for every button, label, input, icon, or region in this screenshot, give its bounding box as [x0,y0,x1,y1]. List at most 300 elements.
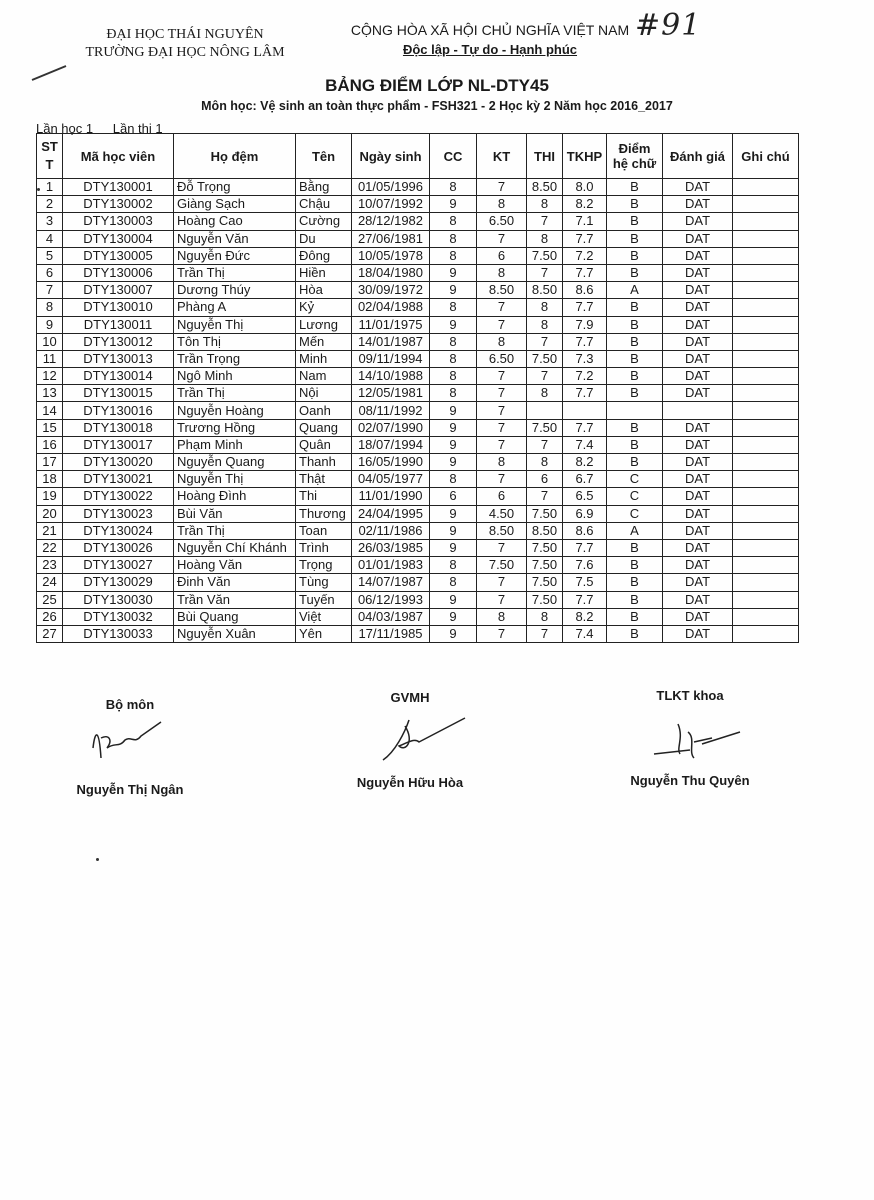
col-tkhp-cell: 7.6 [563,557,607,574]
col-stt-cell: 26 [37,608,63,625]
col-birth-date-cell: 27/06/1981 [352,230,430,247]
col-kt-cell: 8 [477,608,527,625]
col-kt-cell: 7 [477,419,527,436]
col-letter-grade-cell: C [607,505,663,522]
col-letter-grade-cell: B [607,368,663,385]
col-student-id-cell: DTY130024 [63,522,174,539]
col-tkhp-cell: 7.4 [563,436,607,453]
col-letter-grade-cell: B [607,213,663,230]
col-middle-name-cell: Nguyễn Hoàng [174,402,296,419]
col-tkhp-cell: 7.4 [563,625,607,642]
col-thi-cell: 7.50 [527,419,563,436]
col-cc-cell: 8 [430,471,477,488]
table-row [37,419,799,436]
col-cc-cell: 9 [430,316,477,333]
col-cc-cell: 8 [430,247,477,264]
col-stt-cell: 23 [37,557,63,574]
col-letter-grade-cell: B [607,608,663,625]
col-given-name-cell: Du [296,230,352,247]
col-birth-date-cell: 28/12/1982 [352,213,430,230]
col-tkhp-cell: 7.9 [563,316,607,333]
col-tkhp-cell: 7.7 [563,591,607,608]
col-student-id-cell: DTY130021 [63,471,174,488]
col-birth-date-cell: 09/11/1994 [352,350,430,367]
table-row [37,385,799,402]
col-student-id-cell: DTY130004 [63,230,174,247]
col-stt-cell: 16 [37,436,63,453]
handwritten-signature-2 [375,712,475,767]
col-letter-grade-cell: B [607,179,663,196]
col-kt-cell: 7 [477,402,527,419]
republic-name: CỘNG HÒA XÃ HỘI CHỦ NGHĨA VIỆT NAM [350,22,630,38]
col-letter-grade-cell: B [607,264,663,281]
col-thi-cell: 8.50 [527,282,563,299]
col-letter-grade-cell: B [607,350,663,367]
col-notes-cell [733,196,799,213]
col-stt-cell: 7 [37,282,63,299]
col-thi-cell: 8 [527,608,563,625]
col-cc-cell: 9 [430,591,477,608]
col-birth-date-header: Ngày sinh [352,134,430,179]
col-stt-cell: 11 [37,350,63,367]
col-letter-grade-cell: B [607,557,663,574]
col-cc-cell: 9 [430,436,477,453]
col-kt-cell: 8 [477,264,527,281]
col-middle-name-cell: Trương Hồng [174,419,296,436]
col-middle-name-cell: Trần Thị [174,522,296,539]
col-given-name-cell: Hòa [296,282,352,299]
col-tkhp-cell: 8.2 [563,196,607,213]
col-evaluation-cell: DAT [663,299,733,316]
col-middle-name-cell: Đinh Văn [174,574,296,591]
col-thi-cell: 7 [527,488,563,505]
col-birth-date-cell: 04/03/1987 [352,608,430,625]
col-letter-grade-cell: B [607,436,663,453]
col-letter-grade-cell: B [607,454,663,471]
col-given-name-cell: Cường [296,213,352,230]
col-middle-name-cell: Trần Thị [174,264,296,281]
col-letter-grade-cell: A [607,522,663,539]
table-row [37,625,799,642]
col-cc-cell: 9 [430,419,477,436]
speck [37,188,40,191]
col-student-id-cell: DTY130001 [63,179,174,196]
table-row [37,574,799,591]
col-given-name-cell: Việt [296,608,352,625]
col-given-name-cell: Yên [296,625,352,642]
col-cc-cell: 8 [430,179,477,196]
col-student-id-cell: DTY130030 [63,591,174,608]
col-notes-cell [733,522,799,539]
col-thi-cell: 6 [527,471,563,488]
col-evaluation-cell: DAT [663,539,733,556]
table-row [37,539,799,556]
col-letter-grade-cell: C [607,488,663,505]
col-given-name-header: Tên [296,134,352,179]
col-birth-date-cell: 04/05/1977 [352,471,430,488]
col-birth-date-cell: 02/11/1986 [352,522,430,539]
col-given-name-cell: Chậu [296,196,352,213]
col-student-id-cell: DTY130016 [63,402,174,419]
col-kt-cell: 7 [477,368,527,385]
col-thi-cell: 8.50 [527,522,563,539]
col-middle-name-cell: Nguyễn Quang [174,454,296,471]
col-cc-cell: 8 [430,557,477,574]
col-thi-cell: 8 [527,230,563,247]
col-student-id-cell: DTY130020 [63,454,174,471]
col-kt-cell: 7 [477,179,527,196]
col-thi-cell: 7.50 [527,591,563,608]
col-birth-date-cell: 10/05/1978 [352,247,430,264]
col-notes-cell [733,230,799,247]
col-kt-cell: 8 [477,196,527,213]
col-kt-cell: 7 [477,539,527,556]
col-kt-cell: 7 [477,591,527,608]
col-evaluation-cell: DAT [663,316,733,333]
table-row [37,179,799,196]
col-stt-cell: 22 [37,539,63,556]
col-notes-cell [733,247,799,264]
col-evaluation-cell: DAT [663,385,733,402]
col-birth-date-cell: 18/04/1980 [352,264,430,281]
col-stt-cell: 18 [37,471,63,488]
col-kt-cell: 7 [477,574,527,591]
col-cc-cell: 6 [430,488,477,505]
col-stt-cell: 17 [37,454,63,471]
col-letter-grade-cell: B [607,299,663,316]
course-info: Môn học: Vệ sinh an toàn thực phẩm - FSH321 - 2 Học kỳ 2 Năm học 2016_2017 [201,99,673,113]
col-cc-cell: 9 [430,522,477,539]
col-notes-cell [733,368,799,385]
col-notes-cell [733,316,799,333]
col-given-name-cell: Lương [296,316,352,333]
col-stt-cell: 25 [37,591,63,608]
col-notes-cell [733,179,799,196]
col-given-name-cell: Nội [296,385,352,402]
col-cc-cell: 8 [430,213,477,230]
col-tkhp-cell: 7.1 [563,213,607,230]
col-given-name-cell: Tùng [296,574,352,591]
col-stt-cell: 6 [37,264,63,281]
col-tkhp-cell [563,402,607,419]
col-thi-cell: 7 [527,368,563,385]
col-notes-cell [733,264,799,281]
col-evaluation-cell: DAT [663,454,733,471]
col-middle-name-cell: Hoàng Cao [174,213,296,230]
table-row [37,368,799,385]
col-tkhp-cell: 7.5 [563,574,607,591]
col-kt-header: KT [477,134,527,179]
col-cc-cell: 8 [430,574,477,591]
table-row [37,488,799,505]
col-birth-date-cell: 12/05/1981 [352,385,430,402]
document-title: BẢNG ĐIỂM LỚP NL-DTY45 [325,76,549,95]
col-middle-name-cell: Bùi Quang [174,608,296,625]
table-row [37,247,799,264]
col-letter-grade-cell: B [607,419,663,436]
col-notes-cell [733,419,799,436]
col-stt-header: ST T [37,134,63,179]
col-middle-name-cell: Ngô Minh [174,368,296,385]
col-middle-name-cell: Nguyễn Đức [174,247,296,264]
col-cc-cell: 8 [430,230,477,247]
col-evaluation-cell: DAT [663,557,733,574]
col-notes-cell [733,454,799,471]
col-stt-cell: 27 [37,625,63,642]
col-kt-cell: 7 [477,316,527,333]
col-tkhp-cell: 7.2 [563,368,607,385]
table-row [37,522,799,539]
issuer-block [40,26,330,62]
table-row [37,350,799,367]
col-birth-date-cell: 14/01/1987 [352,333,430,350]
col-stt-cell: 10 [37,333,63,350]
col-birth-date-cell: 02/04/1988 [352,299,430,316]
table-row [37,264,799,281]
col-stt-cell: 4 [37,230,63,247]
col-thi-cell: 7.50 [527,574,563,591]
col-stt-cell: 21 [37,522,63,539]
col-cc-cell: 8 [430,350,477,367]
col-cc-cell: 9 [430,608,477,625]
col-student-id-cell: DTY130005 [63,247,174,264]
col-middle-name-cell: Bùi Văn [174,505,296,522]
col-birth-date-cell: 10/07/1992 [352,196,430,213]
col-kt-cell: 6.50 [477,213,527,230]
col-given-name-cell: Quân [296,436,352,453]
col-given-name-cell: Minh [296,350,352,367]
col-given-name-cell: Thật [296,471,352,488]
col-birth-date-cell: 17/11/1985 [352,625,430,642]
col-stt-cell: 3 [37,213,63,230]
col-stt-cell: 20 [37,505,63,522]
col-evaluation-cell [663,402,733,419]
col-notes-cell [733,385,799,402]
col-birth-date-cell: 08/11/1992 [352,402,430,419]
col-given-name-cell: Thanh [296,454,352,471]
table-header-row [37,134,799,179]
col-tkhp-cell: 7.3 [563,350,607,367]
col-student-id-cell: DTY130010 [63,299,174,316]
table-row [37,196,799,213]
col-given-name-cell: Bằng [296,179,352,196]
col-middle-name-cell: Dương Thúy [174,282,296,299]
col-student-id-cell: DTY130033 [63,625,174,642]
col-student-id-cell: DTY130002 [63,196,174,213]
table-row [37,608,799,625]
col-thi-cell: 7 [527,436,563,453]
col-middle-name-cell: Tôn Thị [174,333,296,350]
col-tkhp-cell: 7.7 [563,385,607,402]
handwritten-number: #91 [635,8,702,43]
table-row [37,316,799,333]
col-middle-name-cell: Nguyễn Thị [174,471,296,488]
col-cc-cell: 9 [430,505,477,522]
school-name: TRƯỜNG ĐẠI HỌC NÔNG LÂM [85,45,285,60]
col-evaluation-cell: DAT [663,350,733,367]
col-student-id-cell: DTY130014 [63,368,174,385]
col-notes-cell [733,350,799,367]
col-given-name-cell: Tuyến [296,591,352,608]
col-evaluation-cell: DAT [663,522,733,539]
col-thi-cell: 7.50 [527,557,563,574]
col-given-name-cell: Trình [296,539,352,556]
col-notes-cell [733,299,799,316]
col-notes-cell [733,488,799,505]
signer-role: TLKT khoa [656,688,724,703]
col-kt-cell: 6.50 [477,350,527,367]
col-thi-cell: 7 [527,264,563,281]
col-evaluation-cell: DAT [663,333,733,350]
col-given-name-cell: Mến [296,333,352,350]
col-cc-cell: 9 [430,402,477,419]
col-given-name-cell: Thương [296,505,352,522]
col-student-id-cell: DTY130013 [63,350,174,367]
col-notes-cell [733,574,799,591]
national-header [330,21,650,59]
col-birth-date-cell: 26/03/1985 [352,539,430,556]
col-thi-cell: 8 [527,316,563,333]
table-body [37,179,799,643]
col-stt-cell: 5 [37,247,63,264]
col-evaluation-cell: DAT [663,625,733,642]
col-thi-cell: 7.50 [527,505,563,522]
col-tkhp-cell: 6.5 [563,488,607,505]
handwritten-signature-1 [85,718,175,768]
col-thi-cell: 7.50 [527,247,563,264]
col-middle-name-header: Họ đệm [174,134,296,179]
col-tkhp-cell: 7.7 [563,333,607,350]
col-thi-cell: 8 [527,454,563,471]
col-cc-cell: 9 [430,539,477,556]
table-row [37,213,799,230]
col-evaluation-header: Đánh giá [663,134,733,179]
col-tkhp-cell: 7.7 [563,419,607,436]
col-thi-cell [527,402,563,419]
col-kt-cell: 7 [477,625,527,642]
col-birth-date-cell: 02/07/1990 [352,419,430,436]
col-student-id-cell: DTY130026 [63,539,174,556]
col-notes-cell [733,505,799,522]
handwritten-signature-3 [650,718,750,768]
table-row [37,230,799,247]
col-notes-cell [733,402,799,419]
col-notes-cell [733,591,799,608]
col-middle-name-cell: Phàng A [174,299,296,316]
table-row [37,282,799,299]
col-middle-name-cell: Nguyễn Chí Khánh [174,539,296,556]
col-stt-cell: 24 [37,574,63,591]
col-cc-cell: 8 [430,385,477,402]
col-evaluation-cell: DAT [663,282,733,299]
col-notes-cell [733,625,799,642]
table-row [37,505,799,522]
col-student-id-cell: DTY130015 [63,385,174,402]
col-cc-cell: 9 [430,625,477,642]
col-evaluation-cell: DAT [663,247,733,264]
table-row [37,436,799,453]
col-letter-grade-cell: B [607,574,663,591]
col-student-id-cell: DTY130018 [63,419,174,436]
col-birth-date-cell: 01/05/1996 [352,179,430,196]
col-evaluation-cell: DAT [663,264,733,281]
col-birth-date-cell: 16/05/1990 [352,454,430,471]
col-letter-grade-cell: B [607,230,663,247]
col-student-id-cell: DTY130029 [63,574,174,591]
col-middle-name-cell: Nguyễn Văn [174,230,296,247]
col-evaluation-cell: DAT [663,574,733,591]
col-stt-cell: 12 [37,368,63,385]
col-birth-date-cell: 24/04/1995 [352,505,430,522]
col-evaluation-cell: DAT [663,368,733,385]
col-letter-grade-cell: A [607,282,663,299]
col-student-id-cell: DTY130017 [63,436,174,453]
col-birth-date-cell: 30/09/1972 [352,282,430,299]
col-tkhp-cell: 8.6 [563,282,607,299]
col-cc-cell: 8 [430,333,477,350]
col-evaluation-cell: DAT [663,419,733,436]
col-stt-cell: 8 [37,299,63,316]
col-student-id-cell: DTY130023 [63,505,174,522]
col-cc-cell: 8 [430,368,477,385]
col-stt-cell: 2 [37,196,63,213]
col-cc-cell: 9 [430,264,477,281]
col-evaluation-cell: DAT [663,608,733,625]
col-birth-date-cell: 14/10/1988 [352,368,430,385]
col-evaluation-cell: DAT [663,471,733,488]
col-letter-grade-cell: B [607,333,663,350]
col-student-id-cell: DTY130012 [63,333,174,350]
col-cc-cell: 9 [430,196,477,213]
col-stt-cell: 1 [37,179,63,196]
col-kt-cell: 7 [477,299,527,316]
col-letter-grade-cell: B [607,591,663,608]
col-kt-cell: 7.50 [477,557,527,574]
col-given-name-cell: Đông [296,247,352,264]
col-kt-cell: 7 [477,385,527,402]
col-kt-cell: 7 [477,436,527,453]
table-row [37,471,799,488]
col-given-name-cell: Kỷ [296,299,352,316]
col-kt-cell: 8.50 [477,282,527,299]
col-notes-cell [733,213,799,230]
col-birth-date-cell: 06/12/1993 [352,591,430,608]
col-notes-cell [733,436,799,453]
col-letter-grade-header: Điểm hệ chữ [607,134,663,179]
col-middle-name-cell: Trần Trọng [174,350,296,367]
col-middle-name-cell: Phạm Minh [174,436,296,453]
col-evaluation-cell: DAT [663,230,733,247]
signer-name: Nguyễn Hữu Hòa [356,775,464,790]
table-row [37,402,799,419]
col-given-name-cell: Trọng [296,557,352,574]
col-cc-header: CC [430,134,477,179]
col-evaluation-cell: DAT [663,505,733,522]
col-thi-cell: 8 [527,385,563,402]
col-tkhp-cell: 8.6 [563,522,607,539]
col-letter-grade-cell: B [607,196,663,213]
col-letter-grade-cell: B [607,316,663,333]
col-thi-cell: 7.50 [527,350,563,367]
col-thi-cell: 7.50 [527,539,563,556]
col-notes-cell [733,608,799,625]
col-evaluation-cell: DAT [663,196,733,213]
col-tkhp-cell: 6.7 [563,471,607,488]
col-thi-header: THI [527,134,563,179]
col-middle-name-cell: Trần Văn [174,591,296,608]
col-letter-grade-cell: B [607,539,663,556]
col-birth-date-cell: 11/01/1975 [352,316,430,333]
